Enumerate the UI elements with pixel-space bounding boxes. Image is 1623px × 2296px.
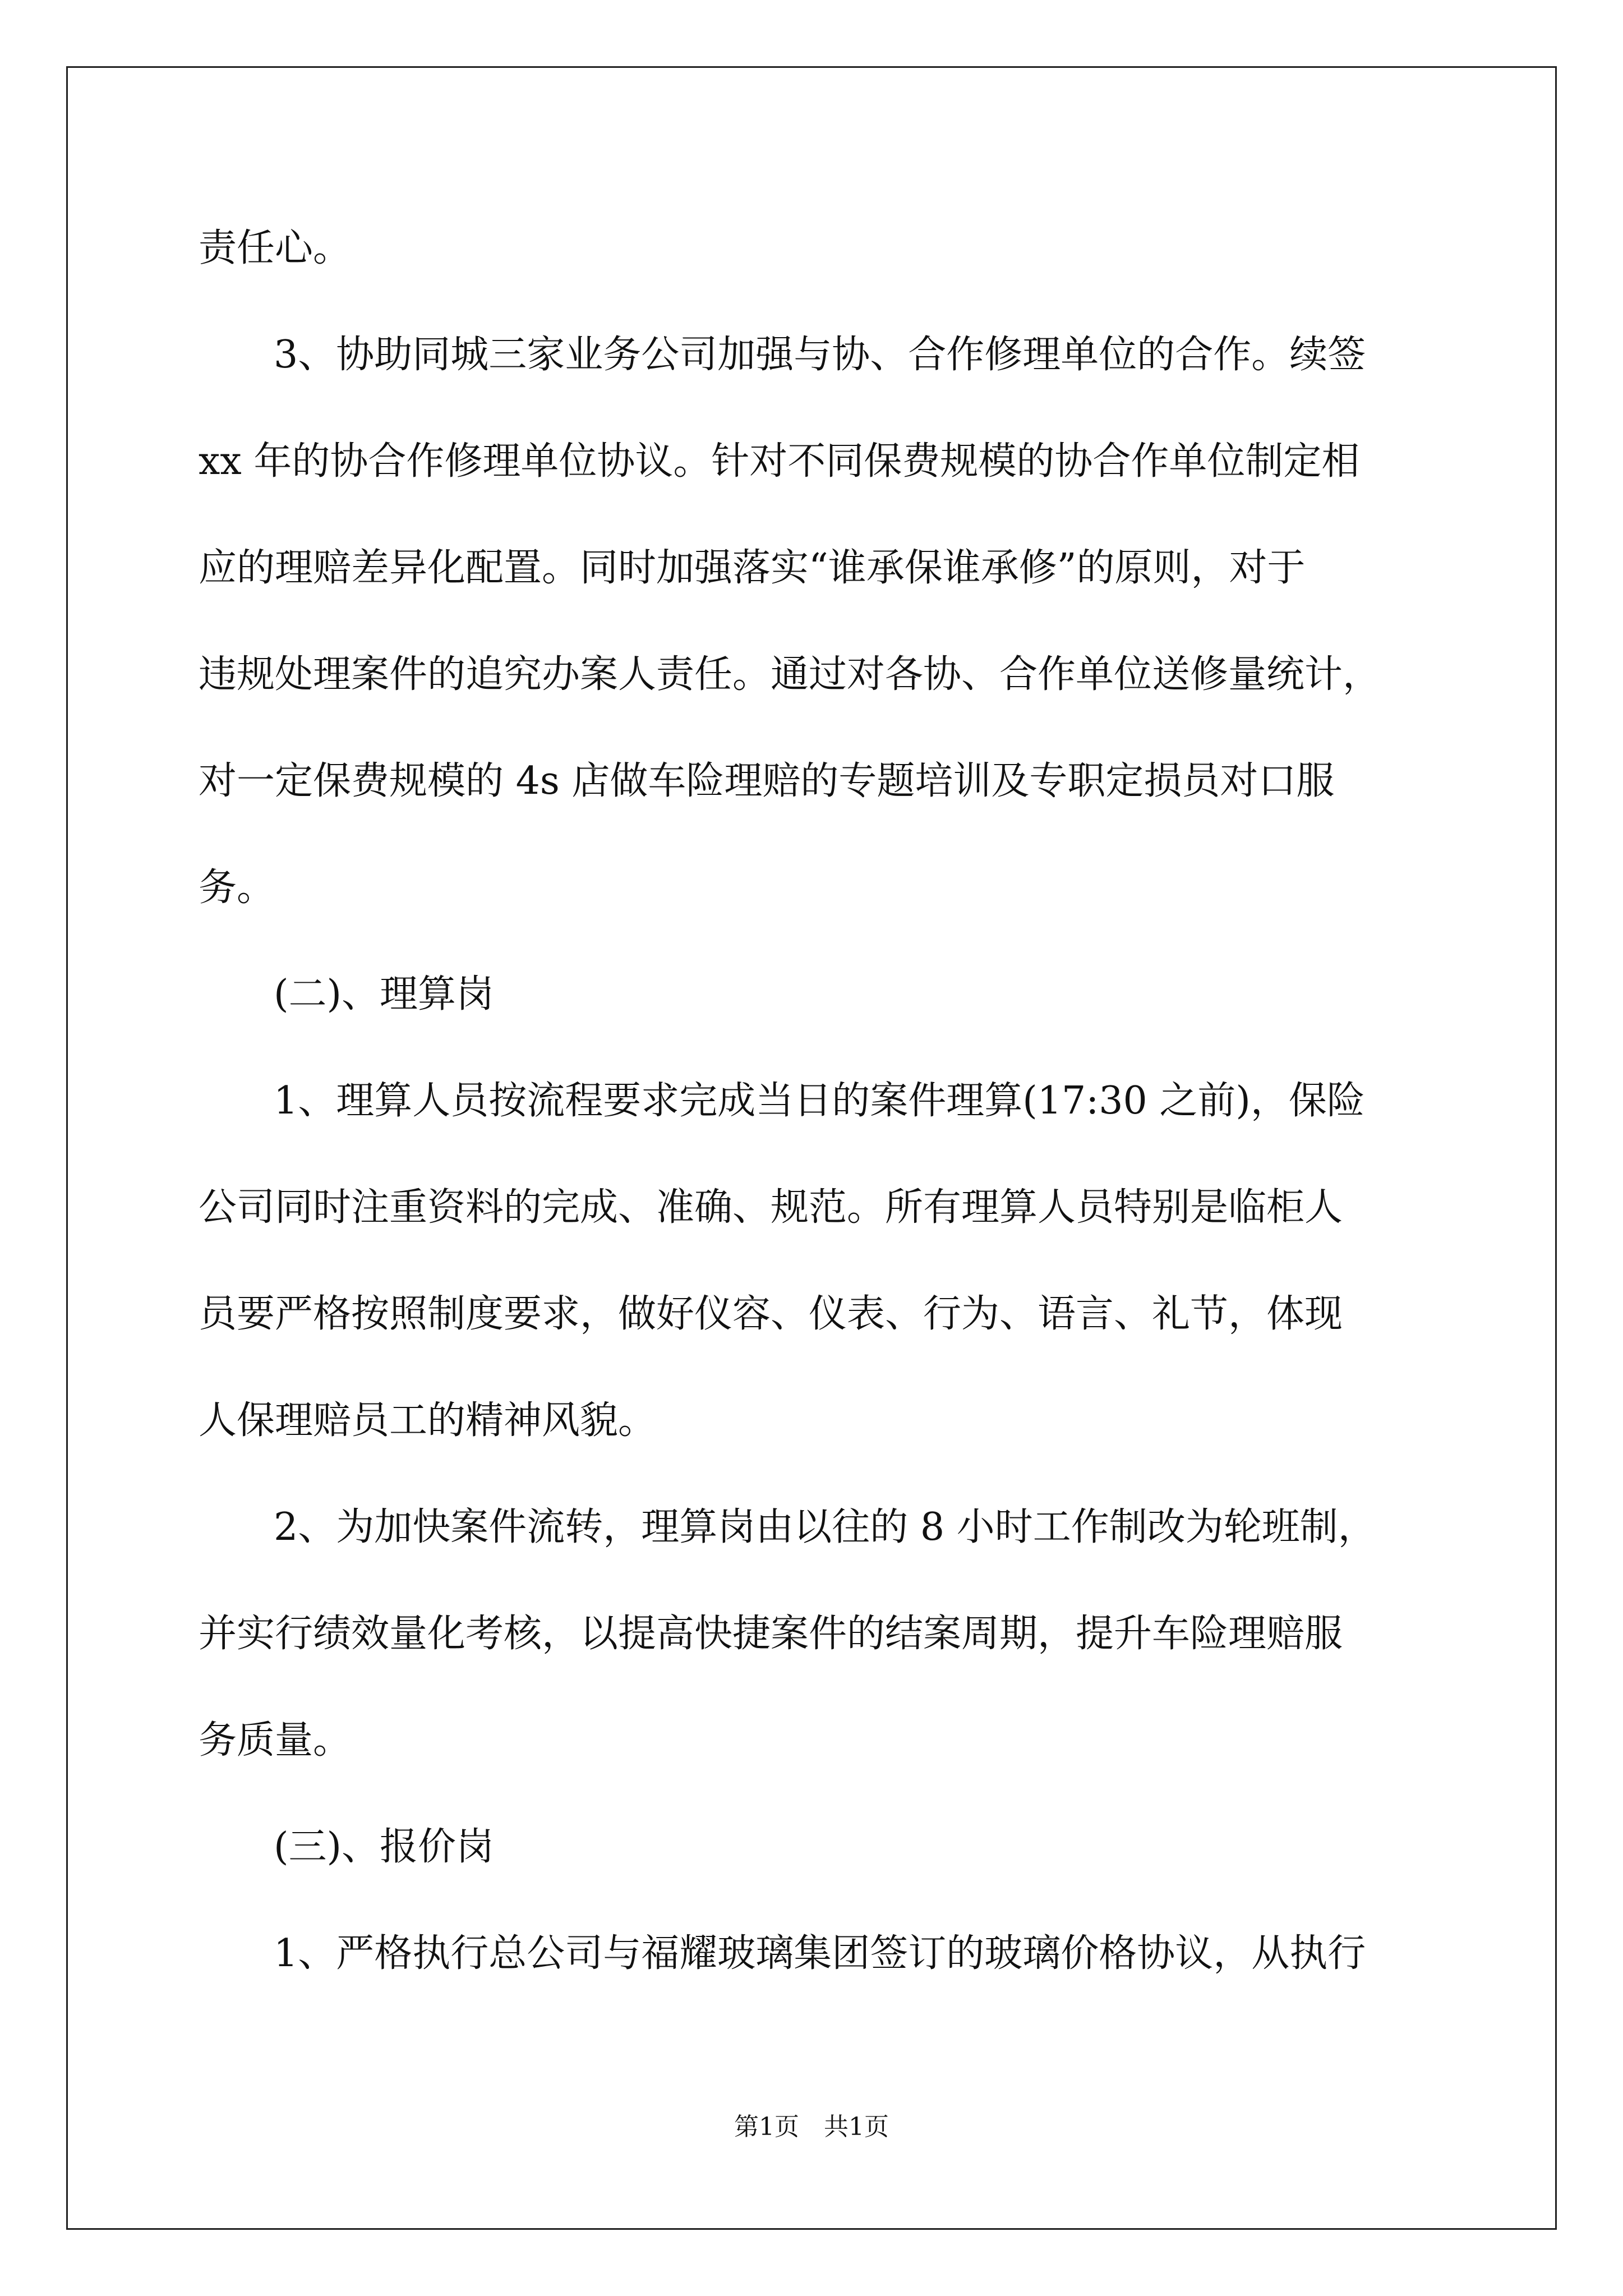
body-line-12: 人保理赔员工的精神风貌。 xyxy=(199,1398,657,1443)
body-line-3: xx 年的协合作修理单位协议。针对不同保费规模的协合作单位制定相 xyxy=(199,439,1360,484)
body-line-2: 3、协助同城三家业务公司加强与协、合作修理单位的合作。续签 xyxy=(274,333,1366,377)
body-line-17: 1、严格执行总公司与福耀玻璃集团签订的玻璃价格协议，从执行 xyxy=(274,1931,1366,1976)
body-line-14: 并实行绩效量化考核，以提高快捷案件的结案周期，提升车险理赔服 xyxy=(199,1612,1343,1656)
body-line-13: 2、为加快案件流转，理算岗由以往的 8 小时工作制改为轮班制， xyxy=(274,1505,1376,1549)
body-line-11: 员要严格按照制度要求，做好仪容、仪表、行为、语言、礼节，体现 xyxy=(199,1292,1343,1336)
body-line-15: 务质量。 xyxy=(199,1718,352,1763)
body-line-1: 责任心。 xyxy=(199,226,352,270)
body-line-4: 应的理赔差异化配置。同时加强落实“谁承保谁承修”的原则，对于 xyxy=(199,546,1306,590)
page-border xyxy=(66,66,1557,2230)
page-number-footer: 第1页 共1页 xyxy=(734,2113,889,2141)
body-line-10: 公司同时注重资料的完成、准确、规范。所有理算人员特别是临柜人 xyxy=(199,1185,1343,1230)
body-line-7: 务。 xyxy=(199,866,275,910)
body-line-5: 违规处理案件的追究办案人责任。通过对各协、合作单位送修量统计， xyxy=(199,652,1381,697)
section-heading-3: (三)、报价岗 xyxy=(274,1825,495,1869)
section-heading-2: (二)、理算岗 xyxy=(274,972,495,1016)
body-line-9: 1、理算人员按流程要求完成当日的案件理算(17:30 之前)，保险 xyxy=(274,1079,1365,1123)
body-line-6: 对一定保费规模的 4s 店做车险理赔的专题培训及专职定损员对口服 xyxy=(199,759,1335,803)
